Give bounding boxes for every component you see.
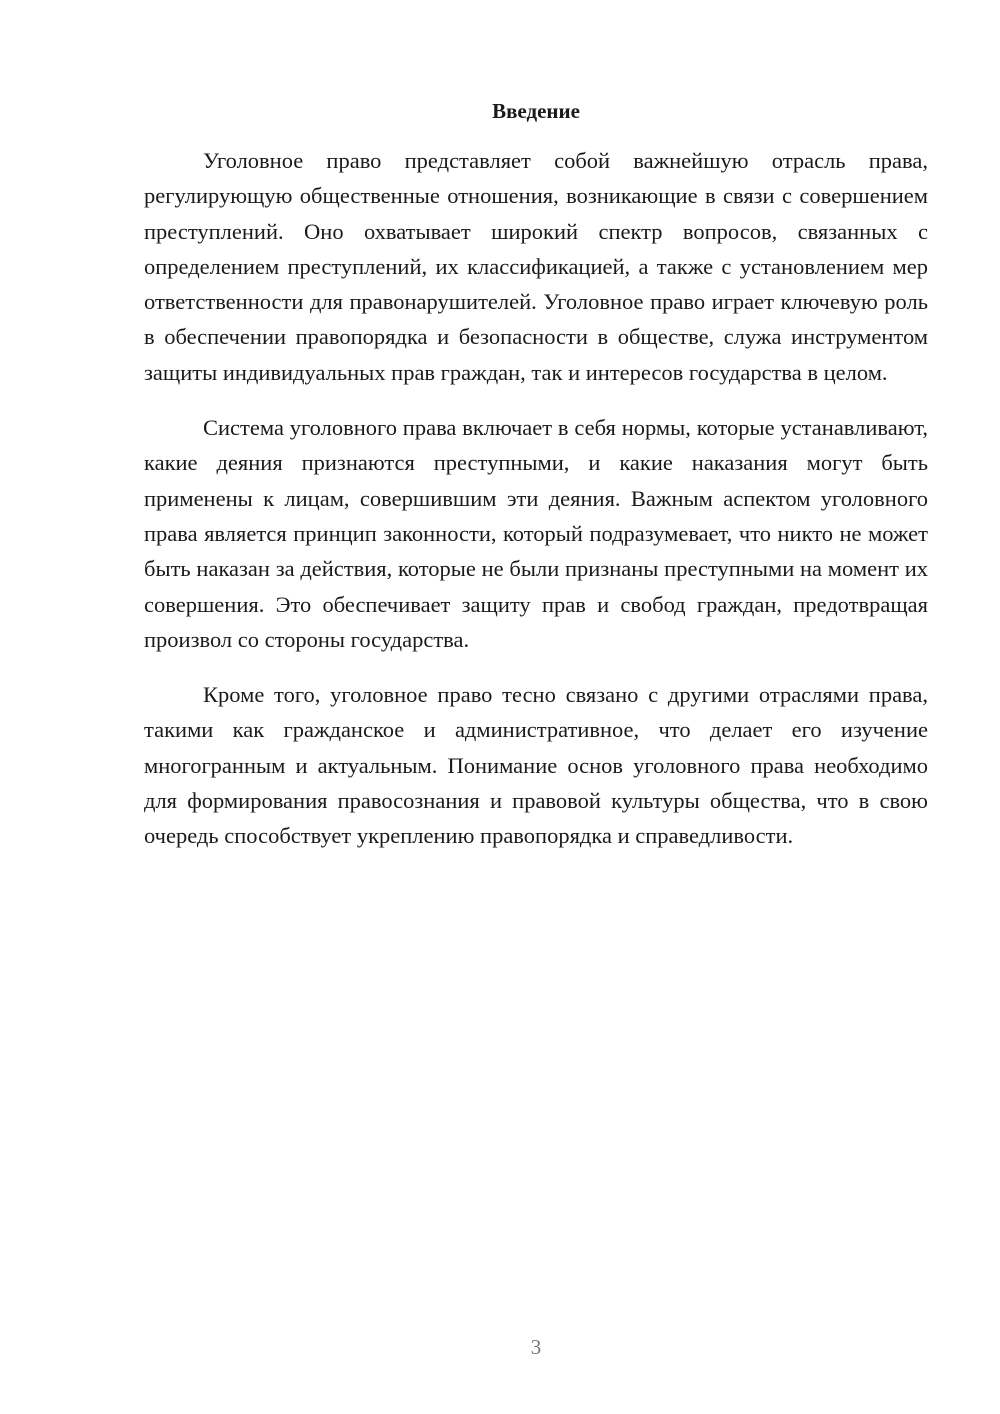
paragraph-2: Система уголовного права включает в себя нормы, которые устанавливают, какие деяния признаются преступными, и какие наказания могут быть применены к лицам, совершившим эти деяния. Важным аспектом уголовного права является принцип законности, который подразумевает, что никто не может быть наказан за действия, которые не были признаны преступными на момент их совершения. Это обеспечивает защиту прав и свобод граждан, предотвращая произвол со стороны государства. [144,415,928,652]
paragraph-1: Уголовное право представляет собой важнейшую отрасль права, регулирующую общественные отношения, возникающие в связи с совершением преступлений. Оно охватывает широкий спектр вопросов, связанных с определением преступлений, их классификацией, а также с установлением мер ответственности для правонарушителей. Уголовное право играет ключевую роль в обеспечении правопорядка и безопасности в обществе, служа инструментом защиты индивидуальных прав граждан, так и интересов государства в целом. [144,148,928,385]
paragraph-3: Кроме того, уголовное право тесно связано с другими отраслями права, такими как гражданское и административное, что делает его изучение многогранным и актуальным. Понимание основ уголовного права необходимо для формирования правосознания и правовой культуры общества, что в свою очередь способствует укреплению правопорядка и справедливости. [144,682,928,849]
body-text [144,143,928,874]
section-title: Введение [492,99,580,123]
page-number: 3 [530,1335,542,1359]
